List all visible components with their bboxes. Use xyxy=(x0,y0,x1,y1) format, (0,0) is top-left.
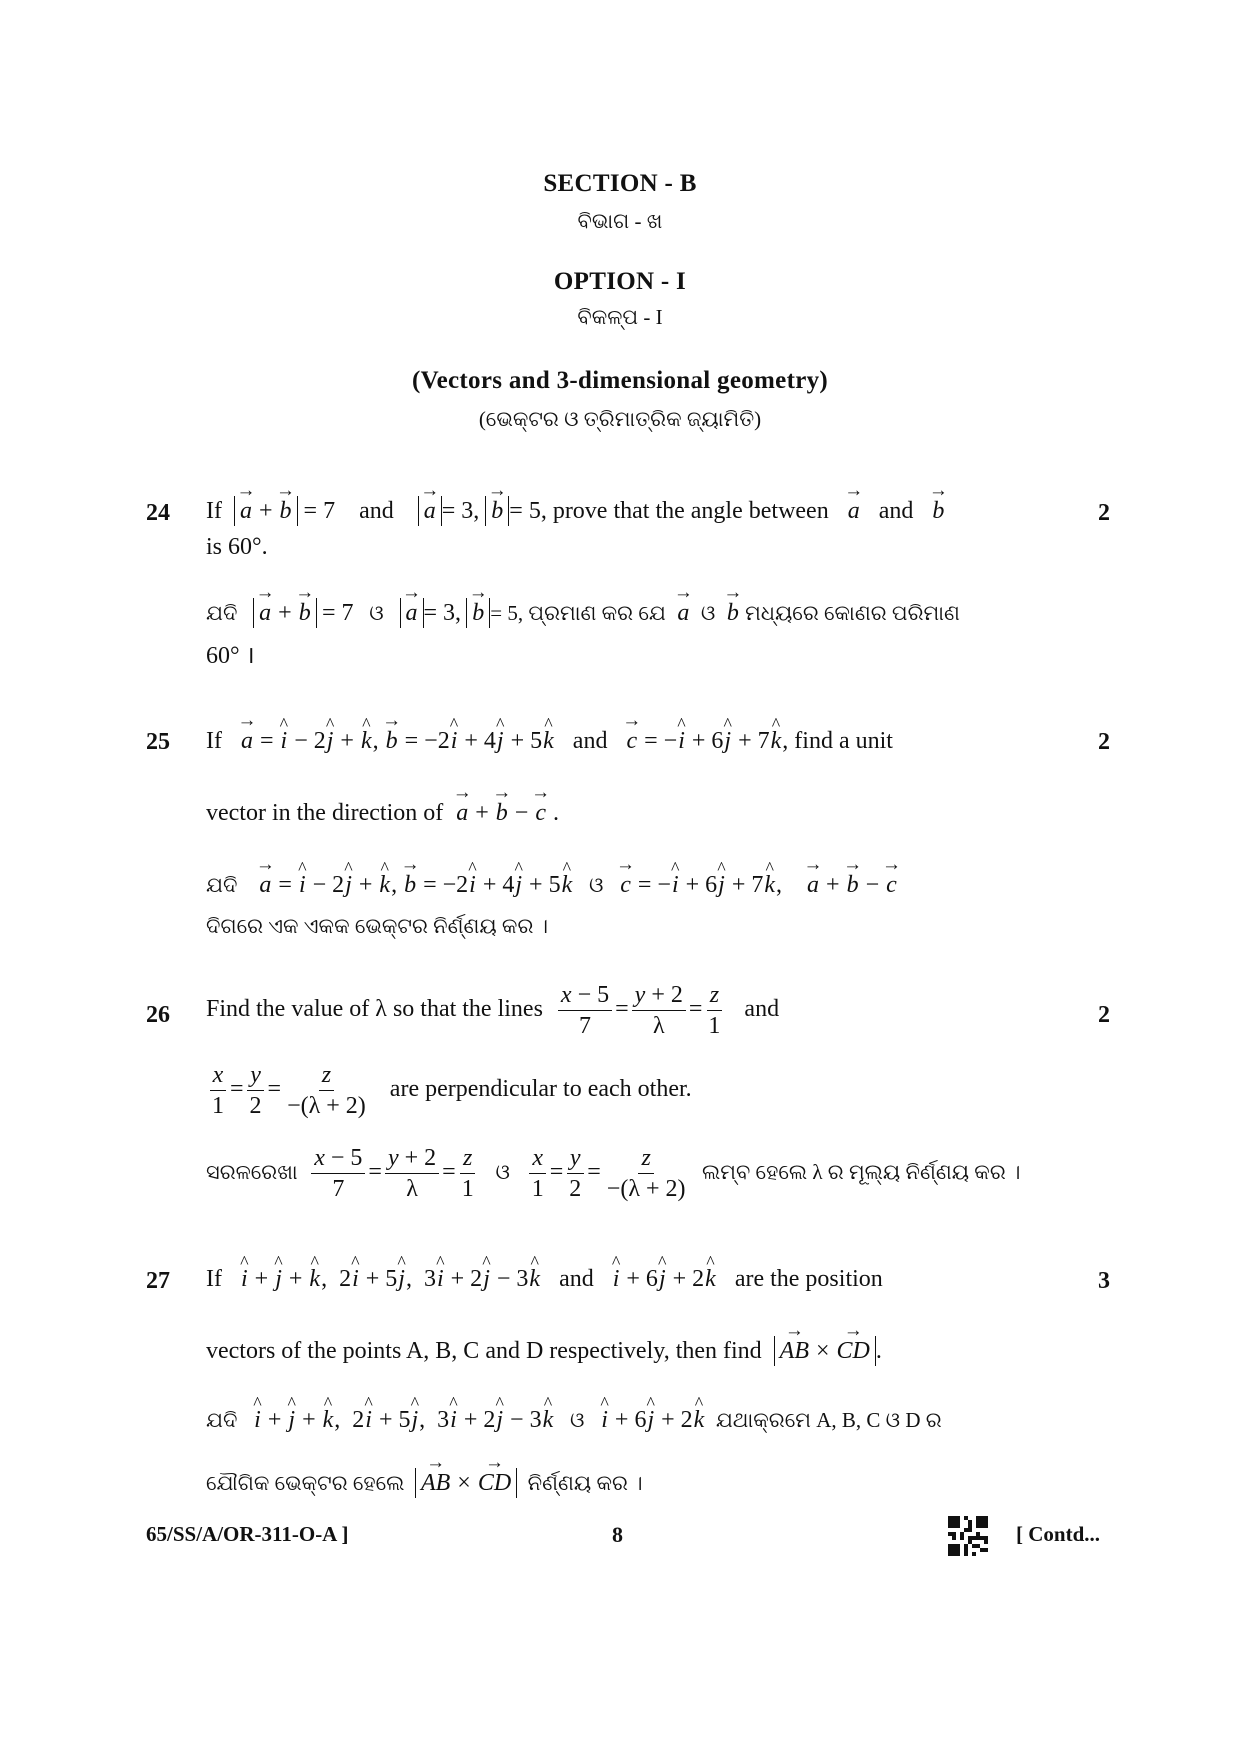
question-text-odia-line2: ଯୌଗିକ ଭେକ୍ଟର ହେଲେ → AB × → CD ନିର୍ଣ୍ଣୟ କର । xyxy=(206,1470,643,1497)
question-marks: 2 xyxy=(1098,500,1110,526)
option-title: OPTION - I xyxy=(553,268,687,295)
question-text-odia: ସରଳରେଖା $\frac{x - 5}{7}$ = $\frac{y + 2}{\lambda}$ = $\frac{z}{1}$ ଓ $\frac{x}{1}$ = $\frac{y}{2}$ = $\frac{z}{-(\lambda + 2)}$ ଲମ୍ବ ହେଲେ λ ର ମୂଲ୍ୟ ନିର୍ଣ୍ଣୟ କର । xyxy=(206,1145,1021,1202)
continued-label: [ Contd... xyxy=(1016,1522,1101,1546)
page-number: 8 xyxy=(612,1522,623,1547)
question-text-en-line2: is 60°. xyxy=(206,534,268,560)
question-text-en: If → a + → b = 7 and → a = 3, → b = 5, prove that the angle between → a and → b xyxy=(206,498,945,525)
section-title: SECTION - B xyxy=(543,170,697,197)
question-number: 24 xyxy=(146,500,170,526)
question-text-odia-line2: ଦିଗରେ ଏକ ଏକକ ଭେକ୍ଟର ନିର୍ଣ୍ଣୟ କର । xyxy=(206,914,549,938)
question-text-odia: ଯଦି → a = ^ i − 2^ j + ^ k, → b = −2^ i + 4^ j + 5^ k ଓ → c = −^ i + 6^ j + 7^ k, → a + → b − → c xyxy=(206,872,898,899)
question-text-odia-line2: 60° । xyxy=(206,643,255,669)
question-text-en: If → a = ^ i − 2^ j + ^ k, → b = −2^ i + 4^ j + 5^ k and → c = −^ i + 6^ j + 7^ k, find a unit xyxy=(206,728,893,755)
question-text-en-line2: $\frac{x}{1}$ = $\frac{y}{2}$ = $\frac{z}{-(\lambda + 2)}$ are perpendicular to each other. xyxy=(206,1060,692,1121)
question-number: 27 xyxy=(146,1268,170,1294)
question-text-en-line2: vectors of the points A, B, C and D respectively, then find → AB × → CD . xyxy=(206,1338,882,1365)
paper-code: 65/SS/A/OR-311-O-A ] xyxy=(146,1522,349,1546)
option-title-odia: ବିକଳ୍ପ - I xyxy=(577,305,663,329)
question-text-en-line2: vector in the direction of → a + → b − → c . xyxy=(206,800,559,827)
question-text-en: If ^ i + ^ j + ^ k, 2^ i + 5^ j, 3^ i + 2^ j − 3^ k and ^ i + 6^ j + 2^ k are the position xyxy=(206,1266,883,1293)
question-marks: 2 xyxy=(1098,729,1110,755)
question-marks: 2 xyxy=(1098,1002,1110,1028)
section-title-odia: ବିଭାଗ - ଖ xyxy=(577,209,663,233)
topic-title: (Vectors and 3-dimensional geometry) xyxy=(411,367,829,394)
topic-title-odia: (ଭେକ୍ଟର ଓ ତ୍ରିମାତ୍ରିକ ଜ୍ୟାମିତି) xyxy=(478,407,762,431)
question-text-odia: ଯଦି → a + → b = 7 ଓ → a = 3, → b = 5, ପ୍ରମାଣ କର ଯେ → a ଓ → b ମଧ୍ୟରେ କୋଣର ପରିମାଣ xyxy=(206,600,960,627)
question-text-odia: ଯଦି ^ i + ^ j + ^ k, 2^ i + 5^ j, 3^ i + 2^ j − 3^ k ଓ ^ i + 6^ j + 2^ k ଯଥାକ୍ରମେ A, B, C ଓ D ର xyxy=(206,1407,942,1434)
question-text-en: Find the value of λ so that the lines $\frac{x - 5}{7}$ = $\frac{y + 2}{\lambda}$ = $\frac{z}{1}$ and xyxy=(206,982,780,1039)
question-number: 25 xyxy=(146,729,170,755)
question-number: 26 xyxy=(146,1002,170,1028)
qr-code-icon xyxy=(948,1516,988,1556)
question-marks: 3 xyxy=(1098,1268,1110,1294)
